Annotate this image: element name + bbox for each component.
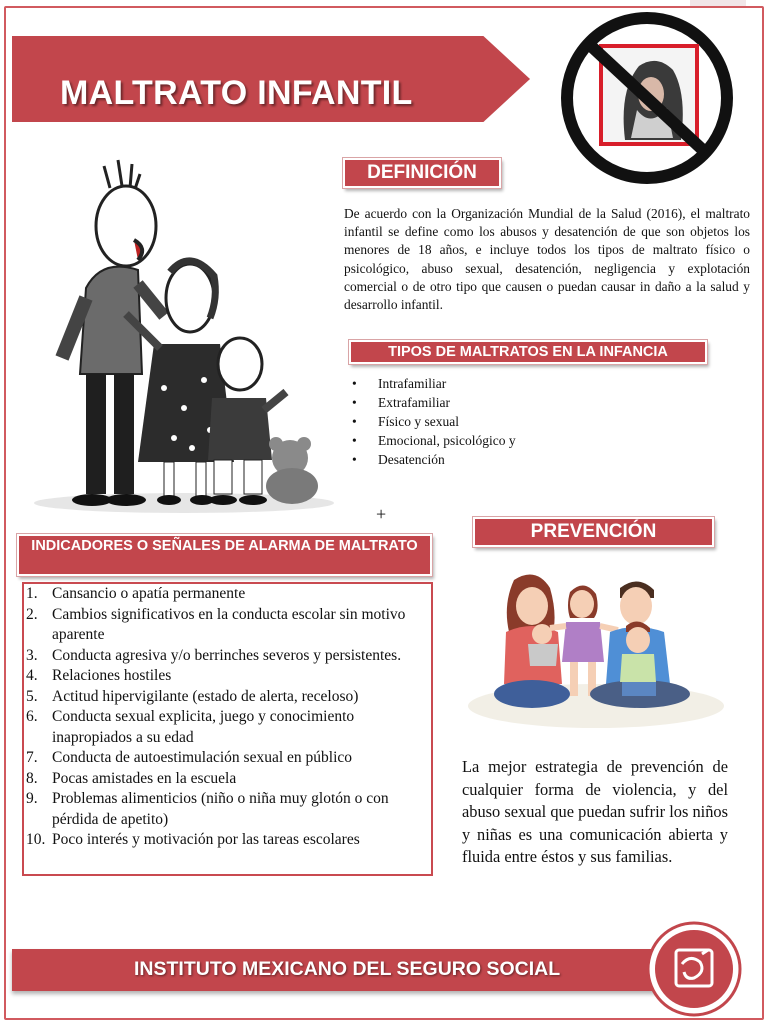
tipos-list (352, 374, 516, 469)
imss-logo-icon (642, 920, 746, 1018)
indicador-item (26, 584, 430, 605)
indicador-item (26, 605, 430, 646)
indicador-number: 1. (26, 585, 38, 602)
indicador-item (26, 789, 430, 830)
indicador-number: 7. (26, 749, 38, 766)
footer-institution: INSTITUTO MEXICANO DEL SEGURO SOCIAL (134, 958, 561, 980)
indicador-item (26, 830, 430, 851)
indicador-item (26, 748, 430, 769)
indicador-text: Poco interés y motivación por las tareas escolares (52, 831, 360, 848)
indicadores-list (26, 584, 430, 851)
tipos-item: • Intrafamiliar (352, 374, 516, 393)
indicador-item (26, 666, 430, 687)
indicador-text: Problemas alimenticios (niño o niña muy glotón o con pérdida de apetito) (52, 790, 389, 828)
mother-figure (494, 575, 570, 708)
tipos-item: • Emocional, psicológico y (352, 431, 516, 450)
tipos-heading: TIPOS DE MALTRATOS EN LA INFANCIA (349, 340, 707, 364)
indicador-number: 4. (26, 667, 38, 684)
indicador-number: 8. (26, 769, 38, 787)
indicador-number: 2. (26, 605, 38, 623)
tipos-item: • Físico y sexual (352, 412, 516, 431)
prohibition-sign-icon (555, 10, 743, 190)
indicador-text: Cansancio o apatía permanente (52, 585, 246, 602)
definition-heading: DEFINICIÓN (343, 158, 501, 188)
happy-family-illustration (466, 566, 728, 730)
family-conflict-illustration (14, 148, 334, 520)
plus-sign: + (376, 504, 387, 524)
indicador-text: Conducta sexual explicita, juego y conocimiento inapropiados a su edad (52, 708, 355, 746)
indicadores-heading: INDICADORES O SEÑALES DE ALARMA DE MALTRATO (17, 534, 432, 576)
teddy-bear-figure (266, 437, 318, 504)
tipos-item: • Extrafamiliar (352, 393, 516, 412)
indicador-text: Conducta de autoestimulación sexual en público (52, 749, 353, 766)
indicador-number: 6. (26, 708, 38, 725)
page-title: MALTRATO INFANTIL (60, 74, 413, 112)
indicador-text: Relaciones hostiles (52, 667, 172, 684)
indicador-text: Actitud hipervigilante (estado de alerta, receloso) (52, 687, 359, 705)
indicador-text: Cambios significativos en la conducta escolar sin motivo aparente (52, 605, 406, 643)
prevencion-text: La mejor estrategia de prevención de cualquier forma de violencia, y del abuso sexual que puedan sufrir los niños y niñas es una comunicación abierta y fluida entre éstos y sus familias. (462, 757, 728, 866)
indicador-number: 10. (26, 831, 46, 848)
indicador-text: Pocas amistades en la escuela (52, 769, 237, 787)
tipos-item: • Desatención (352, 450, 516, 469)
indicador-item (26, 646, 430, 667)
indicador-number: 3. (26, 646, 38, 664)
indicador-item (26, 707, 430, 748)
indicador-text: Conducta agresiva y/o berrinches severos y persistentes. (52, 646, 402, 664)
indicador-number: 9. (26, 790, 38, 807)
prevencion-heading: PREVENCIÓN (473, 517, 714, 547)
indicador-number: 5. (26, 687, 38, 705)
definition-text: De acuerdo con la Organización Mundial de la Salud (2016), el maltrato infantil se define como los abusos y desatención de que son objetos los menores de 18 años, e incluye todos los tipos de maltrato físico o psicológico, abuso sexual, desatención, negligencia y explotación comercial o de otro tipo que causen o puedan causar in daño a la salud y desarrollo infantil. (344, 206, 750, 313)
indicador-item (26, 769, 430, 790)
indicador-item (26, 687, 430, 708)
